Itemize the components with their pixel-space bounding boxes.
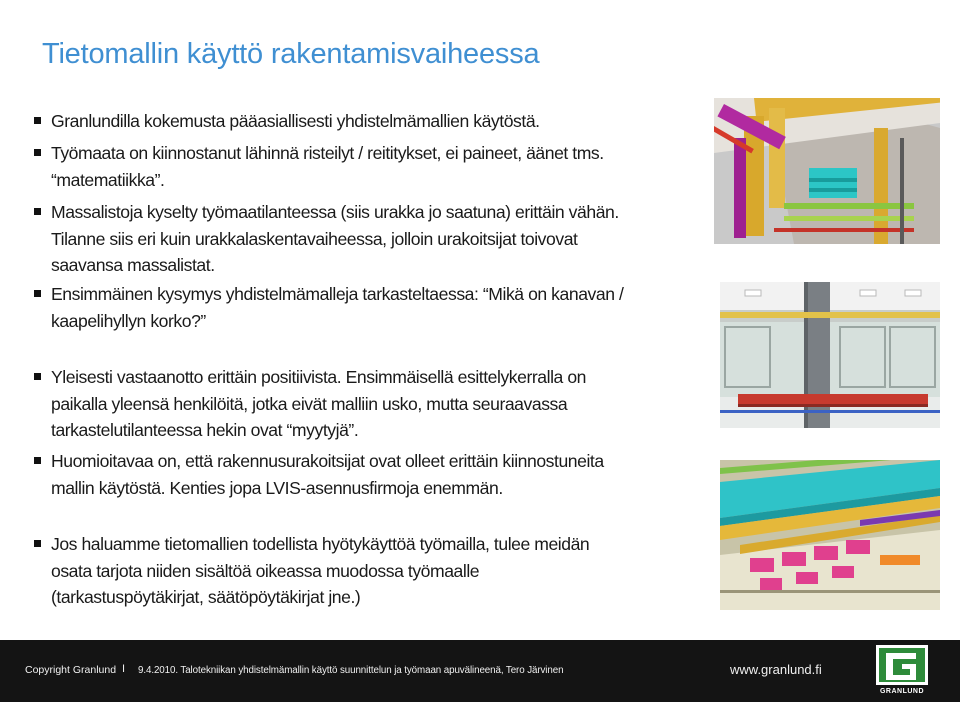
bullet-line: tarkastelutilanteessa hekin ovat “myytyjä”. [51, 420, 359, 440]
bullet-line: Ensimmäinen kysymys yhdistelmämalleja tarkasteltaessa: “Mikä on kanavan / [51, 284, 624, 304]
granlund-logo [866, 643, 938, 699]
model-image-mep-coordination [720, 460, 940, 610]
bullet-item [34, 108, 540, 135]
bullet-line: Huomioitavaa on, että rakennusurakoitsijat ovat olleet erittäin kiinnostuneita [51, 451, 604, 471]
bullet-line: mallin käytöstä. Kenties jopa LVIS-asennusfirmoja enemmän. [51, 477, 503, 498]
bullet-marker [34, 208, 41, 215]
footer-info: 9.4.2010. Talotekniikan yhdistelmämallin käyttö suunnittelun ja työmaan apuvälineenä, Tero Järvinen [138, 665, 564, 676]
bullet-line: Granlundilla kokemusta pääasiallisesti yhdistelmämallien käytöstä. [51, 111, 540, 131]
bullet-line: Työmaata on kiinnostanut lähinnä risteilyt / reititykset, ei paineet, äänet tms. [51, 143, 604, 163]
bullet-line: saavansa massalistat. [51, 255, 215, 275]
bullet-item [34, 364, 586, 444]
bullet-line: osata tarjota niiden sisältöä oikeassa muodossa työmaalle [51, 560, 480, 581]
bullet-line: Yleisesti vastaanotto erittäin positiivista. Ensimmäisellä esittelykerralla on [51, 367, 586, 387]
bullet-line: Massalistoja kyselty työmaatilanteessa (siis urakka jo saatuna) erittäin vähän. [51, 202, 619, 222]
footer-separator: I [122, 663, 126, 675]
model-image-ceiling-corridor [720, 282, 940, 428]
bullet-line: kaapelihyllyn korko?” [51, 310, 206, 331]
bullet-item [34, 140, 604, 193]
bullet-item [34, 281, 623, 334]
granlund-logo-icon [866, 643, 938, 689]
bullet-marker [34, 457, 41, 464]
bullet-marker [34, 290, 41, 297]
bullet-item [34, 199, 619, 279]
bullet-marker [34, 149, 41, 156]
slide-title: Tietomallin käyttö rakentamisvaiheessa [42, 38, 540, 70]
bullet-line: Jos haluamme tietomallien todellista hyötykäyttöä työmailla, tulee meidän [51, 534, 590, 554]
bullet-item [34, 531, 589, 611]
footer-website: www.granlund.fi [730, 662, 822, 677]
logo-text: GRANLUND [879, 688, 925, 695]
bullet-line: “matematiikka”. [51, 169, 165, 190]
bullet-line: paikalla yleensä henkilöitä, jotka eivät malliin usko, mutta seuraavassa [51, 393, 568, 414]
bullet-marker [34, 540, 41, 547]
bullet-marker [34, 117, 41, 124]
bullet-line: (tarkastuspöytäkirjat, säätöpöytäkirjat jne.) [51, 587, 361, 607]
bullet-item [34, 448, 604, 501]
footer-copyright: Copyright Granlund [25, 664, 117, 676]
footer-bar [0, 640, 960, 702]
bullet-line: Tilanne siis eri kuin urakkalaskentavaiheessa, jolloin urakoitsijat toivovat [51, 228, 578, 249]
bullet-marker [34, 373, 41, 380]
model-image-ducts-closeup [714, 98, 940, 244]
